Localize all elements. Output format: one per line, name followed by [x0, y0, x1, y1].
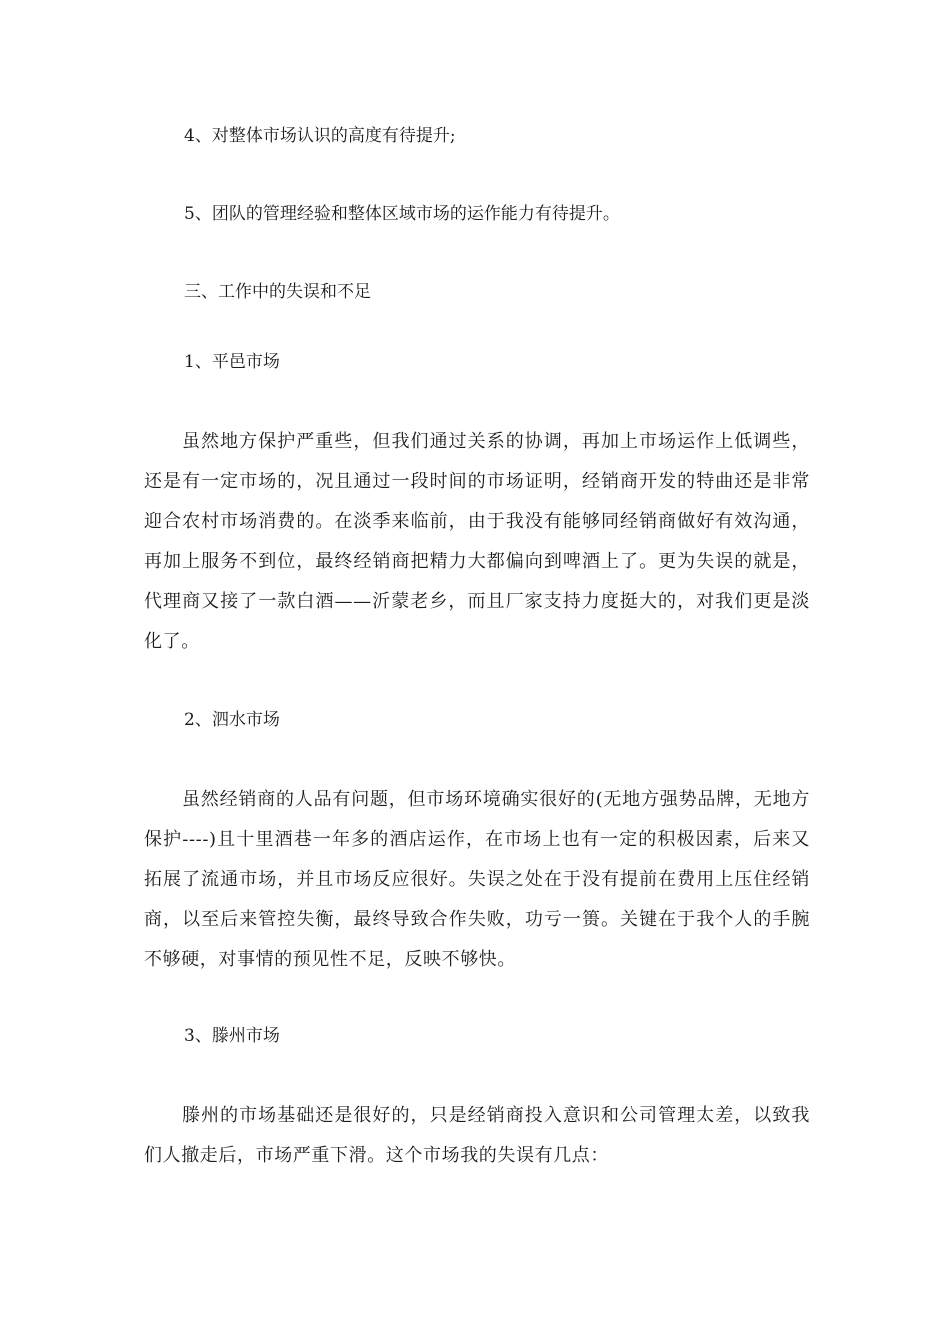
list-item-5: 5、团队的管理经验和整体区域市场的运作能力有待提升。 [184, 204, 620, 224]
subheading-sishui-market: 2、泗水市场 [184, 710, 280, 730]
list-item-4: 4、对整体市场认识的高度有待提升; [184, 126, 456, 146]
subheading-pingyi-market: 1、平邑市场 [184, 352, 280, 372]
paragraph-tengzhou: 滕州的市场基础还是很好的，只是经销商投入意识和公司管理太差，以致我们人撤走后，市场严重下滑。这个市场我的失误有几点： [144, 1105, 810, 1166]
subheading-tengzhou-market: 3、滕州市场 [184, 1026, 280, 1046]
paragraph-pingyi: 虽然地方保护严重些，但我们通过关系的协调，再加上市场运作上低调些，还是有一定市场的，况且通过一段时间的市场证明，经销商开发的特曲还是非常迎合农村市场消费的。在淡季来临前，由于我没有能够同经销商做好有效沟通，再加上服务不到位，最终经销商把精力大都偏向到啤酒上了。更为失误的就是，代理商又接了一款白酒——沂蒙老乡，而且厂家支持力度挺大的，对我们更是淡化了。 [144, 431, 810, 652]
paragraph-sishui: 虽然经销商的人品有问题，但市场环境确实很好的(无地方强势品牌，无地方保护----)且十里酒巷一年多的酒店运作，在市场上也有一定的积极因素，后来又拓展了流通市场，并且市场反应很好。失误之处在于没有提前在费用上压住经销商，以至后来管控失衡，最终导致合作失败，功亏一篑。关键在于我个人的手腕不够硬，对事情的预见性不足，反映不够快。 [144, 789, 810, 970]
section-heading-3: 三、工作中的失误和不足 [184, 282, 371, 302]
